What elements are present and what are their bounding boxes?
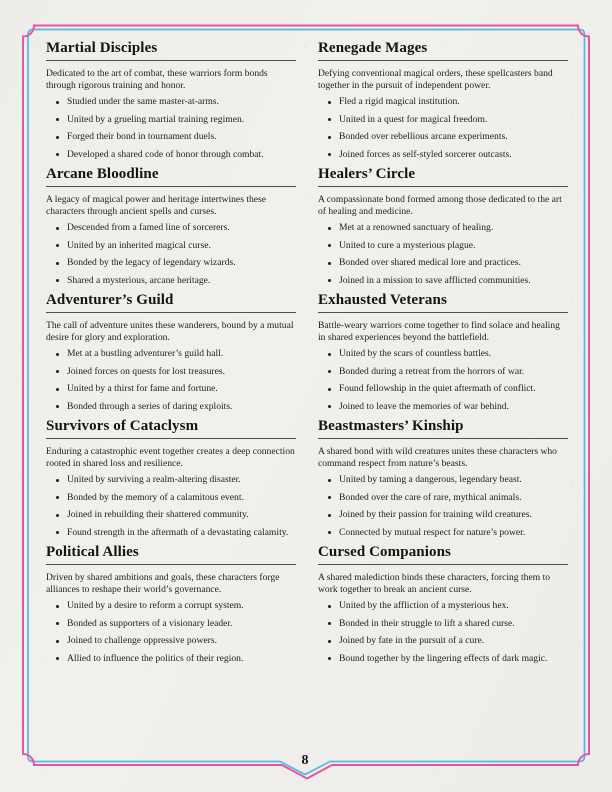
section — [318, 292, 568, 413]
section-bullet-list — [318, 96, 568, 161]
bullet-item: Joined by fate in the pursuit of a cure. — [318, 635, 568, 647]
bullet-item: United by the scars of countless battles. — [318, 348, 568, 360]
section-title: Political Allies — [46, 544, 139, 560]
bullet-item: Forged their bond in tournament duels. — [46, 131, 296, 143]
bullet-item: Joined in rebuilding their shattered community. — [46, 509, 296, 521]
section-title-rule — [46, 60, 296, 61]
section-title-rule — [318, 564, 568, 565]
bullet-item: Bonded through a series of daring exploits. — [46, 401, 296, 413]
two-column-content — [46, 40, 568, 670]
bullet-item: Joined forces as self-styled sorcerer outcasts. — [318, 149, 568, 161]
section-bullet-list — [318, 600, 568, 665]
section-description: A legacy of magical power and heritage intertwines these characters through ancient spells and curses. — [46, 194, 267, 217]
section-title-rule — [46, 312, 296, 313]
section — [46, 166, 296, 287]
bullet-item: Bonded in their struggle to lift a shared curse. — [318, 618, 568, 630]
section-title-rule — [318, 438, 568, 439]
bullet-item: Developed a shared code of honor through combat. — [46, 149, 296, 161]
section-description: A compassionate bond formed among those dedicated to the art of healing and medicine. — [318, 194, 562, 217]
bullet-item: Found fellowship in the quiet aftermath of conflict. — [318, 383, 568, 395]
section — [46, 40, 296, 161]
section-description: The call of adventure unites these wanderers, bound by a mutual desire for glory and exploration. — [46, 320, 294, 343]
bullet-item: Descended from a famed line of sorcerers. — [46, 222, 296, 234]
section-title: Survivors of Cataclysm — [46, 418, 199, 434]
section — [46, 544, 296, 665]
bullet-item: Bonded during a retreat from the horrors of war. — [318, 366, 568, 378]
section-description: A shared malediction binds these characters, forcing them to work together to break an ancient curse. — [318, 572, 551, 595]
bullet-item: Joined to challenge oppressive powers. — [46, 635, 296, 647]
section-title: Adventurer’s Guild — [46, 292, 174, 308]
bullet-item: Joined in a mission to save afflicted communities. — [318, 275, 568, 287]
section-title-rule — [318, 312, 568, 313]
section-title: Beastmasters’ Kinship — [318, 418, 464, 434]
section-bullet-list — [46, 600, 296, 665]
bullet-item: Bonded by the legacy of legendary wizards. — [46, 257, 296, 269]
bullet-item: Found strength in the aftermath of a devastating calamity. — [46, 527, 296, 539]
bullet-item: United by taming a dangerous, legendary beast. — [318, 474, 568, 486]
bullet-item: Joined forces on quests for lost treasures. — [46, 366, 296, 378]
section — [318, 166, 568, 287]
page-number: 8 — [301, 753, 309, 768]
bullet-item: United in a quest for magical freedom. — [318, 114, 568, 126]
section — [318, 40, 568, 161]
section-title-rule — [318, 186, 568, 187]
section-title: Healers’ Circle — [318, 166, 416, 182]
section-title: Arcane Bloodline — [46, 166, 159, 182]
section-title-rule — [46, 564, 296, 565]
bullet-item: United by surviving a realm-altering disaster. — [46, 474, 296, 486]
section-bullet-list — [46, 222, 296, 287]
section-title: Cursed Companions — [318, 544, 451, 560]
section — [46, 418, 296, 539]
section-description: Enduring a catastrophic event together creates a deep connection rooted in shared loss and resilience. — [46, 446, 295, 469]
section-bullet-list — [46, 348, 296, 413]
bullet-item: United by an inherited magical curse. — [46, 240, 296, 252]
bullet-item: Bonded over the care of rare, mythical animals. — [318, 492, 568, 504]
section-title: Exhausted Veterans — [318, 292, 447, 308]
bullet-item: Joined to leave the memories of war behind. — [318, 401, 568, 413]
bullet-item: Studied under the same master-at-arms. — [46, 96, 296, 108]
bullet-item: Met at a renowned sanctuary of healing. — [318, 222, 568, 234]
bullet-item: Bonded over shared medical lore and practices. — [318, 257, 568, 269]
bullet-item: Bound together by the lingering effects of dark magic. — [318, 653, 568, 665]
left-column — [46, 40, 296, 670]
bullet-item: Allied to influence the politics of their region. — [46, 653, 296, 665]
section-description: Dedicated to the art of combat, these warriors form bonds through rigorous training and honor. — [46, 68, 268, 91]
section — [318, 544, 568, 665]
bullet-item: Connected by mutual respect for nature’s power. — [318, 527, 568, 539]
section — [318, 418, 568, 539]
section-title: Martial Disciples — [46, 40, 158, 56]
section-description: Battle-weary warriors come together to find solace and healing in shared experiences beyond the battlefield. — [318, 320, 560, 343]
section-bullet-list — [46, 96, 296, 161]
bullet-item: Fled a rigid magical institution. — [318, 96, 568, 108]
bullet-item: Met at a bustling adventurer’s guild hall. — [46, 348, 296, 360]
bullet-item: United to cure a mysterious plague. — [318, 240, 568, 252]
bullet-item: United by a grueling martial training regimen. — [46, 114, 296, 126]
bullet-item: Bonded over rebellious arcane experiments. — [318, 131, 568, 143]
section-description: A shared bond with wild creatures unites these characters who command respect from nature’s beasts. — [318, 446, 557, 469]
section-bullet-list — [46, 474, 296, 539]
section-bullet-list — [318, 348, 568, 413]
bullet-item: Joined by their passion for training wild creatures. — [318, 509, 568, 521]
bullet-item: Shared a mysterious, arcane heritage. — [46, 275, 296, 287]
bullet-item: Bonded by the memory of a calamitous event. — [46, 492, 296, 504]
section-bullet-list — [318, 474, 568, 539]
section-description: Driven by shared ambitions and goals, these characters forge alliances to reshape their world’s governance. — [46, 572, 280, 595]
section-title-rule — [46, 186, 296, 187]
bullet-item: United by a thirst for fame and fortune. — [46, 383, 296, 395]
bullet-item: United by the affliction of a mysterious hex. — [318, 600, 568, 612]
right-column — [318, 40, 568, 670]
section-title-rule — [318, 60, 568, 61]
section-description: Defying conventional magical orders, these spellcasters band together in the pursuit of independent power. — [318, 68, 553, 91]
section-title-rule — [46, 438, 296, 439]
bullet-item: United by a desire to reform a corrupt system. — [46, 600, 296, 612]
section — [46, 292, 296, 413]
section-bullet-list — [318, 222, 568, 287]
bullet-item: Bonded as supporters of a visionary leader. — [46, 618, 296, 630]
section-title: Renegade Mages — [318, 40, 428, 56]
